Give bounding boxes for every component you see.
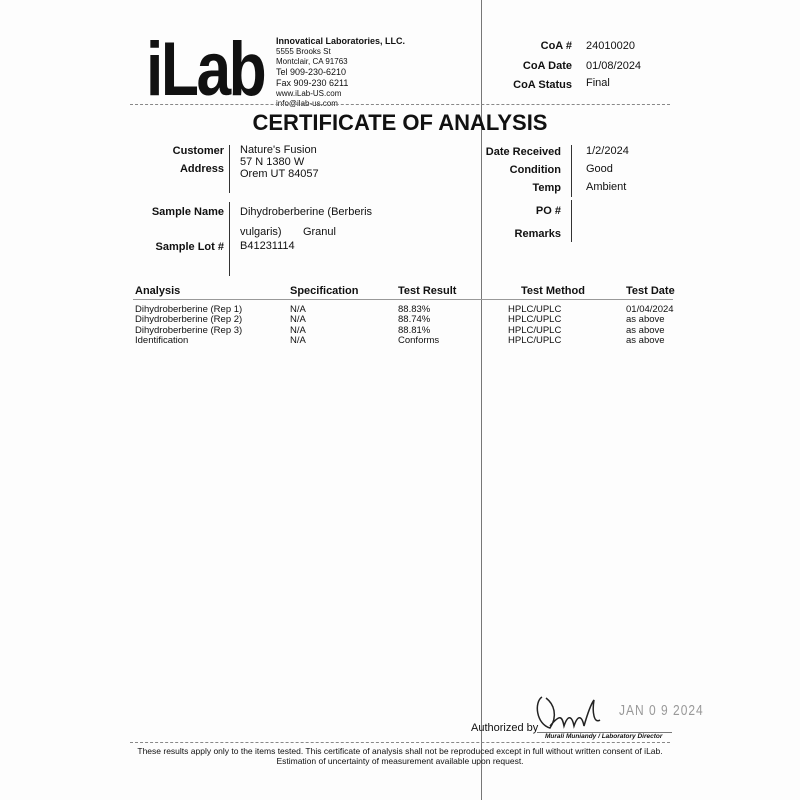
- coa-status-label: CoA Status: [513, 79, 572, 91]
- cell-specification: N/A: [290, 314, 306, 326]
- cell-test-date: as above: [626, 334, 665, 346]
- coa-date: 01/08/2024: [586, 60, 642, 72]
- address-label: Address: [179, 163, 224, 175]
- col-analysis: Analysis: [135, 285, 181, 297]
- company-tel: Tel 909-230-6210: [276, 67, 347, 77]
- cell-test-result: 88.74%: [398, 314, 431, 326]
- cell-test-date: 01/04/2024: [626, 304, 674, 315]
- cell-analysis: Dihydroberberine (Rep 3): [135, 324, 243, 336]
- cell-specification: N/A: [290, 304, 306, 315]
- cell-analysis: Dihydroberberine (Rep 1): [135, 304, 243, 315]
- company-city: Montclair, CA 91763: [276, 57, 348, 66]
- customer-address1: 57 N 1380 W: [240, 156, 305, 168]
- cell-analysis: Dihydroberberine (Rep 2): [135, 314, 243, 326]
- cell-test-method: HPLC/UPLC: [508, 324, 562, 336]
- col-test-result: Test Result: [398, 285, 457, 297]
- company-street: 5555 Brooks St: [276, 47, 331, 56]
- divider: [229, 202, 230, 276]
- signature-image: [528, 694, 608, 734]
- customer-block: [240, 144, 319, 180]
- coa-number-label: CoA #: [540, 40, 572, 52]
- company-web: www.iLab-US.com: [276, 89, 342, 98]
- sample-name-label: Sample Name: [151, 206, 224, 218]
- cell-specification: N/A: [290, 324, 306, 336]
- signer-name: Murali Muniandy / Laboratory Director: [545, 733, 663, 740]
- condition-label: Condition: [509, 164, 561, 176]
- company-fax: Fax 909-230 6211: [276, 78, 349, 88]
- temp: Ambient: [586, 181, 627, 193]
- cell-test-result: Conforms: [398, 334, 440, 346]
- col-test-date: Test Date: [626, 285, 675, 297]
- company-email: info@ilab-us.com: [276, 99, 338, 108]
- table-header-divider: [133, 299, 673, 300]
- coa-number: 24010020: [586, 40, 635, 52]
- cell-test-method: HPLC/UPLC: [508, 304, 562, 315]
- col-specification: Specification: [290, 285, 359, 297]
- divider: [571, 200, 572, 242]
- col-test-method: Test Method: [521, 285, 585, 297]
- sample-name-line2: vulgaris) Granul: [240, 226, 336, 238]
- company-name: Innovatical Laboratories, LLC.: [276, 36, 406, 46]
- customer-label: Customer: [172, 145, 224, 157]
- cell-test-date: as above: [626, 324, 665, 336]
- company-info: [276, 36, 405, 109]
- date-received: 1/2/2024: [586, 145, 629, 157]
- page-title: CERTIFICATE OF ANALYSIS: [252, 110, 548, 135]
- divider: [229, 145, 230, 193]
- cell-analysis: Identification: [135, 334, 189, 346]
- remarks-label: Remarks: [514, 228, 561, 240]
- coa-date-label: CoA Date: [522, 60, 572, 72]
- customer-name: Nature's Fusion: [240, 144, 317, 156]
- temp-label: Temp: [532, 182, 561, 194]
- ilab-logo: iLab: [146, 27, 265, 112]
- cell-specification: N/A: [290, 334, 306, 346]
- sample-lot-label: Sample Lot #: [155, 241, 224, 253]
- authorized-by-label: Authorized by: [471, 722, 539, 734]
- condition: Good: [586, 163, 613, 175]
- footer-uncertainty: Estimation of uncertainty of measurement available upon request.: [276, 756, 524, 766]
- footer-disclaimer: These results apply only to the items tested. This certificate of analysis shall not be reproduced except in full without written consent of iLab.: [137, 746, 663, 756]
- cell-test-method: HPLC/UPLC: [508, 334, 562, 346]
- footer-divider: [130, 742, 670, 743]
- coa-status: Final: [586, 77, 610, 89]
- sample-lot: B41231114: [240, 240, 295, 252]
- cell-test-method: HPLC/UPLC: [508, 314, 562, 326]
- customer-address2: Orem UT 84057: [240, 168, 319, 180]
- date-received-label: Date Received: [485, 146, 561, 158]
- cell-test-result: 88.81%: [398, 324, 431, 336]
- divider: [571, 145, 572, 197]
- cell-test-date: as above: [626, 314, 665, 326]
- po-label: PO #: [535, 205, 561, 217]
- received-date-stamp: JAN 0 9 2024: [619, 701, 704, 719]
- cell-test-result: 88.83%: [398, 304, 431, 315]
- sample-name-line1: Dihydroberberine (Berberis: [240, 206, 373, 218]
- header-divider: [130, 104, 670, 105]
